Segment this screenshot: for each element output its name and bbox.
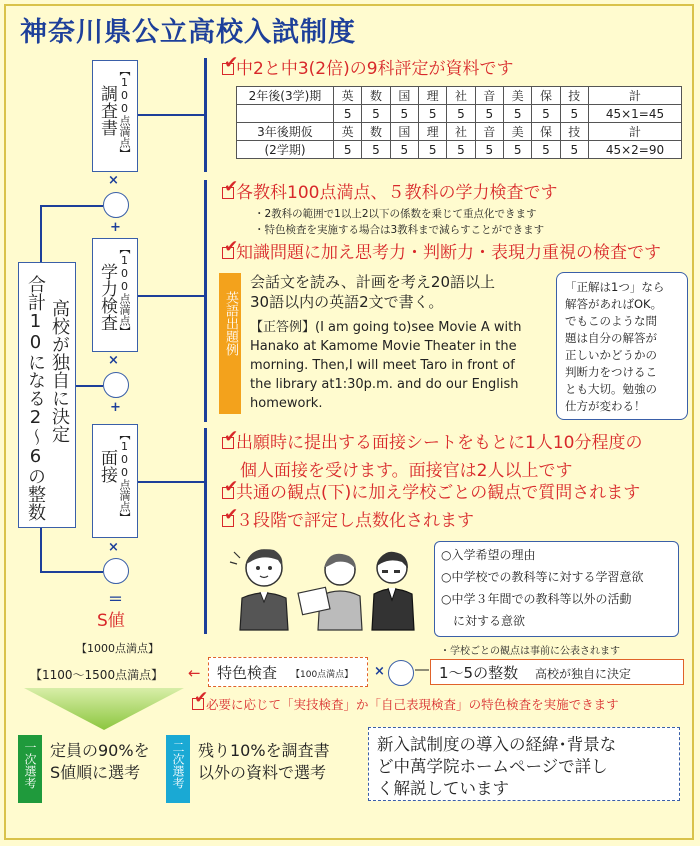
down-arrow-icon [22, 686, 186, 732]
grade-cell: 5 [475, 105, 503, 123]
gakuryoku-note: ・特色検査を実施する場合は3教科まで減らすことができます [254, 224, 545, 236]
first-selection-text [50, 740, 150, 784]
connector-line [138, 295, 204, 297]
gakuryoku-box [92, 238, 138, 352]
tokushoku-note: 必要に応じて [206, 697, 282, 712]
connector-line [40, 205, 42, 263]
grade-cell: 5 [362, 141, 390, 159]
viewpoints-box [434, 541, 679, 637]
mensetsu-box [92, 424, 138, 538]
subject-cell: 美 [503, 123, 531, 141]
left-arrow-icon: ← [188, 664, 201, 682]
subject-cell: 美 [503, 87, 531, 105]
page-title: 神奈川県公立高校入試制度 [20, 17, 356, 48]
grade-cell: 5 [503, 105, 531, 123]
grade-cell: 5 [560, 141, 588, 159]
advice-line: 判断力をつけるこ [565, 365, 657, 379]
grade-cell: 5 [532, 105, 560, 123]
advice-line: 題は自分の解答が [565, 331, 657, 345]
check-line: ✔ 各教科100点満点、５教科の学力検査です [224, 177, 558, 203]
tokushoku-note: 「実技検査」 [281, 697, 357, 712]
grade-cell: 5 [334, 105, 362, 123]
gakuryoku-headline2: 知識問題に加え思考力・判断力・表現力重視の検査です [236, 243, 661, 263]
mensetsu-line: 共通の観点(下)に加え学校ごとの観点で質問されます [236, 483, 641, 503]
grade-cell: 5 [334, 141, 362, 159]
subject-cell: 技 [560, 87, 588, 105]
sample-tag-label: 英語出題例 [223, 291, 238, 356]
s-value-points: 【1000点満点】 [76, 642, 159, 655]
advice-line: でもこのような問 [565, 314, 657, 328]
sample-answer-line: the library at1:30p.m. and do our English [250, 377, 519, 392]
viewpoint-item: ○中学校での教科等に対する学習意欲 [441, 570, 644, 584]
mensetsu-line: ３段階で評定し点数化されます [236, 511, 474, 531]
gakuryoku-note: ・2教科の範囲で1以上2以下の係数を乗じて重点化できます [254, 208, 537, 220]
grade-row-label: (2学期) [237, 141, 334, 159]
chousasho-points: 【100点満点】 [118, 65, 131, 159]
connector-line [40, 205, 103, 207]
grade-cell: 5 [418, 141, 446, 159]
info-line: 新入試制度の導入の経緯･背景な [377, 735, 617, 754]
sample-answer [250, 318, 521, 413]
tokushoku-note: 「自己表現検査」 [368, 697, 469, 712]
integer-box [430, 659, 684, 685]
check-line: ✔ ３段階で評定し点数化されます [224, 505, 474, 531]
grade-cell: 5 [390, 141, 418, 159]
grade-cell: 5 [503, 141, 531, 159]
subject-cell: 技 [560, 123, 588, 141]
subject-cell: 保 [532, 87, 560, 105]
sample-answer-line: morning. Then,I will meet Taro in front of [250, 358, 515, 373]
total-cell: 45×1=45 [589, 105, 682, 123]
grade-cell: 5 [560, 105, 588, 123]
weighting-note-line1: 高校が独自に決定 [49, 299, 70, 443]
sample-answer-line: Hanako at Kamome Movie Theater in the [250, 339, 517, 354]
integer-note: 高校が独自に決定 [535, 667, 632, 681]
second-selection-text [198, 740, 330, 784]
plus-sign: + [110, 400, 121, 415]
grade-cell: 5 [362, 105, 390, 123]
subject-cell: 音 [475, 123, 503, 141]
grade-row-label-blank [237, 105, 334, 123]
grade-row-label: 3年後期仮 [237, 123, 334, 141]
subject-cell: 社 [447, 87, 475, 105]
check-line: ✔ 共通の観点(下)に加え学校ごとの観点で質問されます [224, 477, 641, 503]
mensetsu-label: 面接 [97, 449, 117, 483]
chousasho-label: 調査書 [97, 85, 117, 136]
subject-cell: 保 [532, 123, 560, 141]
mensetsu-line: 個人面接を受けます。面接官は2人以上です [240, 461, 573, 481]
check-line: ✔ 出願時に提出する面接シートをもとに1人10分程度の [224, 427, 643, 453]
grade-row-label: 2年後(3学)期 [237, 87, 334, 105]
gakuryoku-points: 【100点満点】 [118, 243, 131, 337]
viewpoint-item: ○入学希望の理由 [441, 548, 536, 562]
second-selection-tag-label: 二次選考 [171, 741, 185, 789]
gakuryoku-label: 学力検査 [97, 263, 117, 331]
weighting-note-box [18, 262, 76, 528]
subject-cell: 音 [475, 87, 503, 105]
times-sign: × [108, 173, 119, 188]
advice-line: 正しいかどうかの [565, 348, 657, 362]
section-bar [204, 180, 207, 422]
check-line: ✔ 知識問題に加え思考力・判断力・表現力重視の検査です [224, 237, 661, 263]
subject-cell: 国 [390, 123, 418, 141]
viewpoint-note: ・学校ごとの観点は事前に公表されます [440, 646, 620, 657]
grade-cell: 5 [447, 105, 475, 123]
subject-cell: 数 [362, 123, 390, 141]
grade-cell: 5 [418, 105, 446, 123]
advice-line: 仕方が変わる！ [565, 399, 646, 413]
sample-question-line: 30語以内の英語2文で書く。 [250, 293, 444, 311]
tokushoku-label: 特色検査 [217, 664, 278, 682]
viewpoint-item: に対する意欲 [453, 614, 526, 628]
subject-cell: 理 [418, 87, 446, 105]
first-selection-tag-label: 一次選考 [23, 741, 37, 789]
connector-line [40, 571, 103, 573]
weighting-note-line2: 合計10になる2～6の整数 [25, 275, 46, 521]
section-bar [204, 58, 207, 172]
viewpoint-item: ○中学３年間での教科等以外の活動 [441, 592, 632, 606]
gakuryoku-headline: 各教科100点満点、５教科の学力検査です [236, 183, 558, 203]
total-header-cell: 計 [589, 123, 682, 141]
chousasho-box [92, 60, 138, 172]
interview-illustration [222, 540, 427, 635]
times-sign: × [108, 353, 119, 368]
check-line: ✔ 必要に応じて「実技検査」か「自己表現検査」の特色検査を実施できます [194, 688, 619, 712]
grade-table [236, 86, 682, 159]
first-selection-tag [18, 735, 42, 803]
first-selection-line: S値順に選考 [50, 763, 141, 782]
sample-question [250, 272, 495, 312]
multiplier-circle [103, 372, 129, 398]
multiplier-circle [388, 660, 414, 686]
dash: ― [415, 662, 429, 678]
tokushoku-box [208, 657, 368, 687]
advice-bubble [556, 272, 688, 420]
tokushoku-note: か [356, 697, 369, 712]
second-selection-tag [166, 735, 190, 803]
connector-line [138, 114, 204, 116]
grade-cell: 5 [447, 141, 475, 159]
sample-tag [219, 273, 241, 414]
connector-line [40, 527, 42, 572]
connector-line [138, 481, 204, 483]
subject-cell: 社 [447, 123, 475, 141]
total-header-cell: 計 [589, 87, 682, 105]
mensetsu-line: 出願時に提出する面接シートをもとに1人10分程度の [236, 433, 643, 453]
advice-line: 解答があればOK。 [565, 297, 663, 311]
second-selection-line: 残り10%を調査書 [198, 741, 330, 760]
advice-line: とも大切。勉強の [565, 382, 657, 396]
subject-cell: 国 [390, 87, 418, 105]
tokushoku-points: 【100点満点】 [291, 670, 354, 680]
info-line: く解説しています [377, 779, 509, 798]
section-bar [204, 428, 207, 634]
subject-cell: 英 [334, 123, 362, 141]
check-line: ✔ 中2と中3(2倍)の9科評定が資料です [224, 53, 514, 79]
subject-cell: 英 [334, 87, 362, 105]
multiplier-circle [103, 558, 129, 584]
mensetsu-points: 【100点満点】 [118, 429, 131, 523]
sample-answer-line: 【正答例】(I am going to)see Movie A with [250, 320, 522, 335]
second-selection-line: 以外の資料で選考 [198, 763, 327, 782]
advice-line: 「正解は1つ」なら [565, 280, 665, 294]
grade-cell: 5 [475, 141, 503, 159]
sample-question-line: 会話文を読み、計画を考え20語以上 [250, 273, 495, 291]
first-selection-line: 定員の90%を [50, 741, 150, 760]
total-cell: 45×2=90 [589, 141, 682, 159]
grade-cell: 5 [390, 105, 418, 123]
tokushoku-note: の特色検査を実施できます [468, 697, 619, 712]
info-line: ど中萬学院ホームページで詳し [377, 757, 608, 776]
subject-cell: 数 [362, 87, 390, 105]
grade-cell: 5 [532, 141, 560, 159]
subject-cell: 理 [418, 123, 446, 141]
plus-sign: + [110, 220, 121, 235]
sample-answer-line: homework. [250, 396, 323, 411]
times-sign: × [374, 664, 385, 679]
chousasho-headline: 中2と中3(2倍)の9科評定が資料です [236, 59, 514, 79]
multiplier-circle [103, 192, 129, 218]
total-points-range: 【1100～1500点満点】 [30, 668, 164, 682]
equals-sign: ＝ [108, 590, 124, 608]
info-box [368, 727, 680, 801]
s-value-label: S値 [97, 611, 125, 631]
integer-label: 1～5の整数 [439, 664, 519, 682]
times-sign: × [108, 540, 119, 555]
